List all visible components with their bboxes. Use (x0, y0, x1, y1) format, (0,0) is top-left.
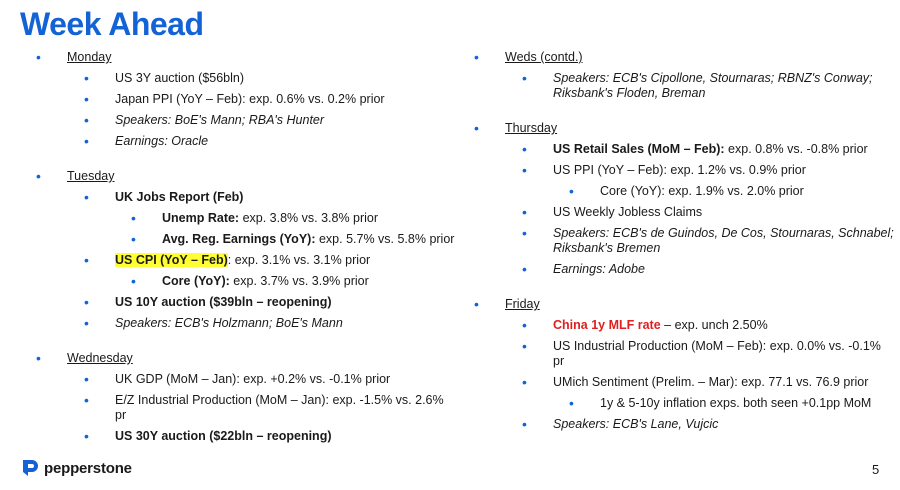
bullet-icon: • (36, 350, 41, 366)
day-heading-friday[interactable]: Friday (505, 297, 540, 311)
bullet-icon: • (522, 225, 527, 241)
highlighted-event-label: US CPI (YoY – Feb) (115, 253, 228, 267)
list-item (36, 50, 456, 65)
list-item (474, 50, 894, 65)
page-number: 5 (872, 462, 880, 477)
bullet-icon: • (522, 338, 527, 354)
list-item (474, 205, 894, 220)
list-item (36, 232, 456, 247)
bullet-icon: • (569, 395, 574, 411)
bullet-icon: • (84, 70, 89, 86)
event-label: Unemp Rate: (162, 211, 240, 225)
bullet-icon: • (474, 120, 479, 136)
bullet-icon: • (522, 416, 527, 432)
event-label: US Retail Sales (MoM – Feb): (553, 142, 725, 156)
list-item (36, 429, 456, 444)
list-item (36, 169, 456, 184)
bullet-icon: • (84, 112, 89, 128)
bullet-icon: • (36, 49, 41, 65)
bullet-icon: • (522, 317, 527, 333)
bullet-icon: • (131, 210, 136, 226)
event-text: Speakers: BoE's Mann; RBA's Hunter (115, 113, 325, 127)
event-text: Speakers: ECB's Holzmann; BoE's Mann (115, 316, 343, 330)
list-item (36, 211, 456, 226)
highlighted-event-label: China 1y MLF rate (553, 318, 661, 332)
bullet-icon: • (522, 204, 527, 220)
event-label: Avg. Reg. Earnings (YoY): (162, 232, 316, 246)
bullet-icon: • (84, 294, 89, 310)
event-text: 1y & 5-10y inflation exps. both seen +0.1pp MoM (600, 396, 872, 410)
right-column (474, 50, 894, 438)
event-text: exp. 0.8% vs. -0.8% prior (724, 142, 868, 156)
event-text: US 10Y auction ($39bln – reopening) (115, 295, 332, 309)
list-item (36, 393, 456, 423)
left-column (36, 50, 456, 450)
page-title: Week Ahead (20, 6, 204, 42)
bullet-icon: • (36, 168, 41, 184)
list-item (36, 295, 456, 310)
bullet-icon: • (522, 261, 527, 277)
list-item (36, 253, 456, 268)
list-item (36, 134, 456, 149)
list-item (474, 121, 894, 136)
event-text: UK GDP (MoM – Jan): exp. +0.2% vs. -0.1% prior (115, 372, 391, 386)
list-item (474, 142, 894, 157)
list-item (474, 226, 894, 256)
day-heading-wednesday[interactable]: Wednesday (67, 351, 133, 365)
list-item (474, 396, 894, 411)
bullet-icon: • (474, 49, 479, 65)
day-heading-thursday[interactable]: Thursday (505, 121, 558, 135)
bullet-icon: • (84, 252, 89, 268)
event-text: Japan PPI (YoY – Feb): exp. 0.6% vs. 0.2% prior (115, 92, 385, 106)
list-item (474, 297, 894, 312)
event-text: exp. 5.7% vs. 5.8% prior (315, 232, 455, 246)
bullet-icon: • (131, 231, 136, 247)
list-item (474, 339, 894, 369)
event-text: US Industrial Production (MoM – Feb): exp. 0.0% vs. -0.1% pr (553, 339, 881, 368)
event-text: Speakers: ECB's Lane, Vujcic (553, 417, 719, 431)
list-item (36, 316, 456, 331)
bullet-icon: • (522, 374, 527, 390)
brand-logo (20, 458, 132, 478)
event-text: UK Jobs Report (Feb) (115, 190, 244, 204)
list-item (474, 318, 894, 333)
event-text: Speakers: ECB's de Guindos, De Cos, Stournaras, Schnabel; Riksbank's Bremen (553, 226, 894, 255)
event-text: US PPI (YoY – Feb): exp. 1.2% vs. 0.9% prior (553, 163, 806, 177)
event-text: E/Z Industrial Production (MoM – Jan): exp. -1.5% vs. 2.6% pr (115, 393, 444, 422)
bullet-icon: • (84, 428, 89, 444)
event-text: UMich Sentiment (Prelim. – Mar): exp. 77.1 vs. 76.9 prior (553, 375, 869, 389)
event-text: – exp. unch 2.50% (660, 318, 768, 332)
pepperstone-logo-icon (20, 458, 40, 478)
list-item (474, 262, 894, 277)
list-item (36, 372, 456, 387)
event-text: : exp. 3.1% vs. 3.1% prior (227, 253, 371, 267)
bullet-icon: • (131, 273, 136, 289)
list-item (36, 351, 456, 366)
event-text: US 3Y auction ($56bln) (115, 71, 245, 85)
list-item (474, 71, 894, 101)
list-item (36, 190, 456, 205)
brand-name: pepperstone (44, 459, 132, 477)
list-item (474, 375, 894, 390)
bullet-icon: • (84, 315, 89, 331)
day-heading-monday[interactable]: Monday (67, 50, 112, 64)
event-text: exp. 3.8% vs. 3.8% prior (239, 211, 379, 225)
bullet-icon: • (522, 70, 527, 86)
event-text: exp. 3.7% vs. 3.9% prior (229, 274, 369, 288)
list-item (36, 274, 456, 289)
event-text: Earnings: Oracle (115, 134, 209, 148)
list-item (36, 71, 456, 86)
bullet-icon: • (522, 141, 527, 157)
bullet-icon: • (474, 296, 479, 312)
list-item (474, 417, 894, 432)
bullet-icon: • (84, 189, 89, 205)
bullet-icon: • (569, 183, 574, 199)
event-text: US Weekly Jobless Claims (553, 205, 703, 219)
list-item (36, 113, 456, 128)
list-item (36, 92, 456, 107)
event-text: Core (YoY): exp. 1.9% vs. 2.0% prior (600, 184, 804, 198)
event-text: Earnings: Adobe (553, 262, 645, 276)
list-item (474, 163, 894, 178)
list-item (474, 184, 894, 199)
day-heading-weds-contd[interactable]: Weds (contd.) (505, 50, 583, 64)
bullet-icon: • (84, 133, 89, 149)
event-text: US 30Y auction ($22bln – reopening) (115, 429, 332, 443)
event-label: Core (YoY): (162, 274, 230, 288)
bullet-icon: • (84, 371, 89, 387)
day-heading-tuesday[interactable]: Tuesday (67, 169, 115, 183)
bullet-icon: • (84, 91, 89, 107)
bullet-icon: • (522, 162, 527, 178)
event-text: Speakers: ECB's Cipollone, Stournaras; RBNZ's Conway; Riksbank's Floden, Breman (553, 71, 873, 100)
bullet-icon: • (84, 392, 89, 408)
